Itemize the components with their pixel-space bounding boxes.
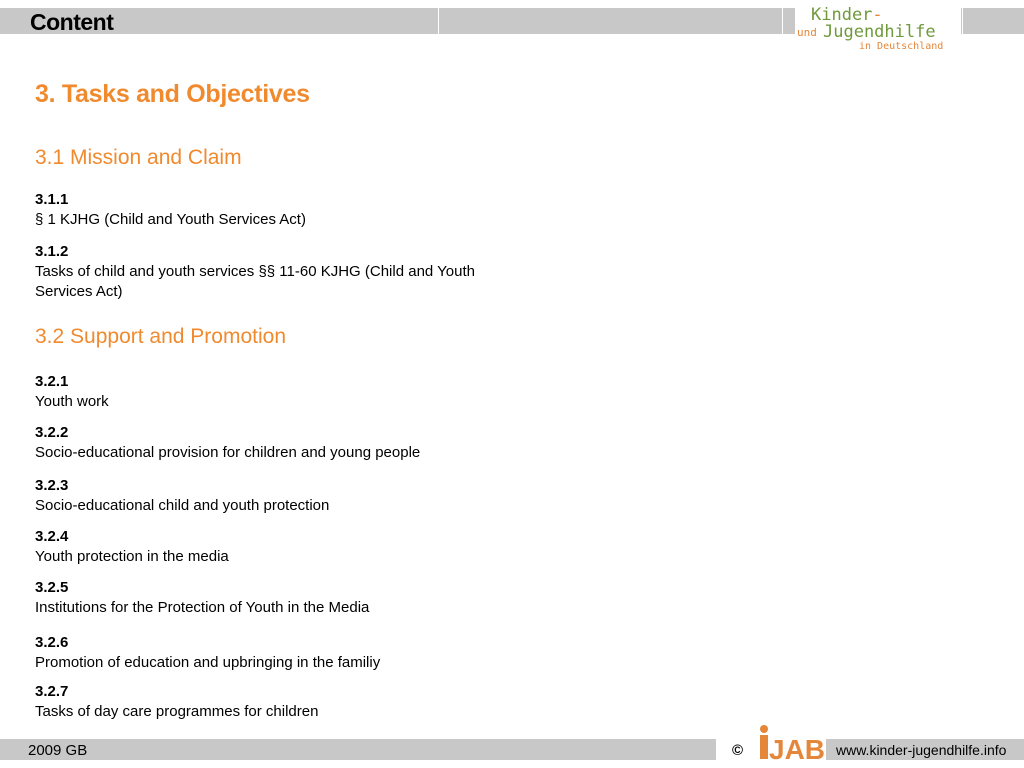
item-text: Socio-educational provision for children and young people [35,444,421,461]
main-heading: 3. Tasks and Objectives [35,80,310,108]
item-text: Tasks of child and youth services §§ 11-60 KJHG (Child and Youth Services Act) [35,263,475,300]
item-text: § 1 KJHG (Child and Youth Services Act) [35,211,306,228]
ijab-logo [755,723,826,767]
item-text: Youth protection in the media [35,548,229,565]
list-item [35,423,505,463]
item-text: Tasks of day care programmes for children [35,703,319,720]
item-number: 3.2.7 [35,683,69,700]
header-divider [962,8,963,34]
footer-bar [0,739,716,760]
item-number: 3.2.5 [35,579,69,596]
header-divider [438,8,439,34]
item-number: 3.1.1 [35,191,69,208]
item-text: Institutions for the Protection of Youth in the Media [35,599,370,616]
section-heading: 3.2 Support and Promotion [35,325,286,348]
item-number: 3.2.1 [35,373,69,390]
list-item [35,476,505,516]
logo-line-3: in Deutschland [859,41,944,52]
list-item [35,372,505,412]
logo-und: und [797,26,817,39]
kinder-jugendhilfe-logo [795,4,961,54]
footer-url: www.kinder-jugendhilfe.info [836,742,1007,758]
list-item [35,190,505,230]
page-title: Content [30,9,114,35]
logo-line-2: Jugendhilfe [823,22,936,42]
list-item [35,682,505,722]
item-number: 3.2.6 [35,634,69,651]
header-divider [782,8,783,34]
list-item [35,633,505,673]
section-heading: 3.1 Mission and Claim [35,146,242,169]
item-number: 3.2.2 [35,424,69,441]
item-number: 3.1.2 [35,243,69,260]
copyright-symbol: © [732,742,744,759]
item-number: 3.2.4 [35,528,69,545]
logo-line-1: Kinder- [811,5,883,25]
svg-text:JAB: JAB [769,734,826,765]
item-text: Socio-educational child and youth protection [35,497,330,514]
list-item [35,527,505,567]
item-text: Promotion of education and upbringing in the familiy [35,654,381,671]
list-item [35,578,505,618]
item-text: Youth work [35,393,109,410]
item-number: 3.2.3 [35,477,69,494]
list-item [35,242,505,302]
footer-year: 2009 GB [28,742,88,759]
